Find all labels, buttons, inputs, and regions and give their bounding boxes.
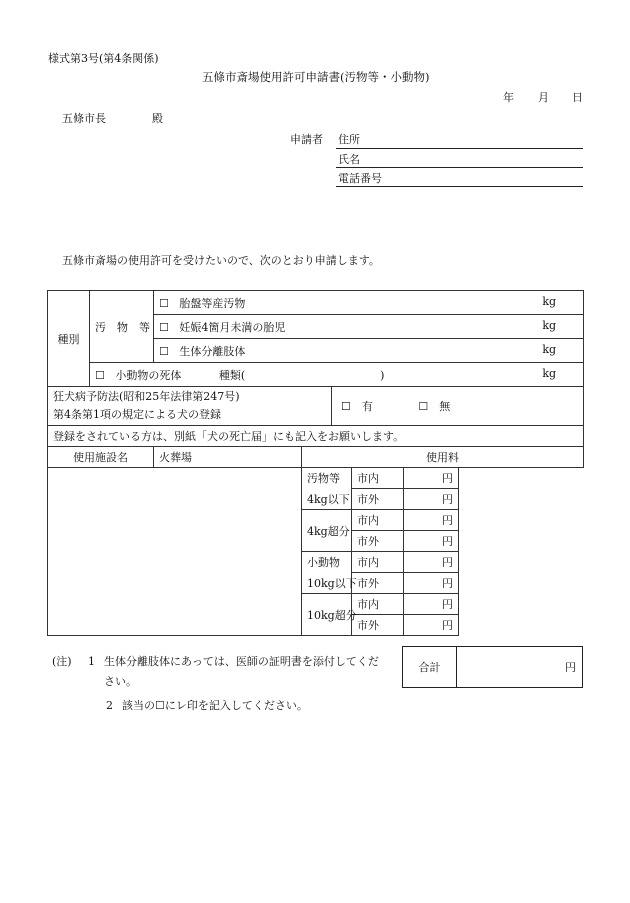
category-item-fetus[interactable] bbox=[154, 315, 584, 339]
applicant-label: 申請者 bbox=[290, 133, 323, 146]
note-text-line1: 生体分離肢体にあっては、医師の証明書を添付してくだ bbox=[104, 655, 379, 668]
checkbox-icon[interactable]: ☐ bbox=[159, 344, 169, 358]
facility-blank-area bbox=[48, 468, 302, 636]
category-item-small-animal[interactable] bbox=[90, 363, 584, 387]
fee-group-filth: 汚物等 bbox=[302, 468, 352, 489]
small-animal-label: 小動物の死体 bbox=[115, 368, 182, 382]
applicant-phone-label: 電話番号 bbox=[338, 172, 382, 185]
yen-label: 円 bbox=[442, 535, 453, 548]
fee-loc: 市外 bbox=[352, 531, 404, 552]
category-item-label: 胎盤等産汚物 bbox=[179, 296, 246, 310]
unit-kg: kg bbox=[542, 366, 557, 380]
facility-label: 使用施設名 bbox=[48, 447, 154, 468]
applicant-phone-field[interactable] bbox=[336, 186, 583, 187]
fee-loc: 市外 bbox=[352, 573, 404, 594]
page-title: 五條市斎場使用許可申請書(汚物等・小動物) bbox=[202, 70, 430, 84]
kind-close: ) bbox=[380, 368, 385, 382]
honorific: 殿 bbox=[152, 112, 163, 125]
checkbox-icon[interactable]: ☐ bbox=[159, 320, 169, 334]
fee-size: 4kg超分 bbox=[302, 510, 352, 552]
category-item-label: 妊娠4箇月未満の胎児 bbox=[179, 320, 286, 334]
fee-loc: 市内 bbox=[352, 510, 404, 531]
filth-label: 汚 物 等 bbox=[90, 291, 154, 363]
note-number: 1 bbox=[88, 655, 95, 668]
unit-kg: kg bbox=[542, 294, 557, 308]
note-number: 2 bbox=[106, 699, 113, 712]
notes-prefix: (注) bbox=[52, 655, 72, 668]
rabies-no-checkbox[interactable]: ☐ 無 bbox=[418, 400, 451, 413]
fee-size: 10kg以下 bbox=[302, 573, 352, 594]
unit-kg: kg bbox=[542, 318, 557, 332]
total-box bbox=[402, 646, 583, 688]
fee-loc: 市内 bbox=[352, 594, 404, 615]
fee-size: 10kg超分 bbox=[302, 594, 352, 636]
note-text: 該当の☐にレ印を記入してください。 bbox=[122, 699, 308, 712]
fee-amount[interactable] bbox=[404, 489, 459, 510]
yen-label: 円 bbox=[442, 556, 453, 569]
rabies-registration bbox=[48, 387, 332, 426]
category-label: 種別 bbox=[48, 291, 90, 387]
intro-text: 五條市斎場の使用許可を受けたいので、次のとおり申請します。 bbox=[62, 254, 380, 267]
applicant-address-field[interactable] bbox=[336, 148, 583, 149]
notes bbox=[52, 652, 402, 716]
yen-label: 円 bbox=[442, 472, 453, 485]
yen-label: 円 bbox=[442, 577, 453, 590]
fee-loc: 市外 bbox=[352, 489, 404, 510]
unit-kg: kg bbox=[542, 342, 557, 356]
rabies-options bbox=[332, 387, 584, 426]
fee-size: 4kg以下 bbox=[302, 489, 352, 510]
note-item bbox=[52, 652, 402, 692]
date-day[interactable]: 日 bbox=[572, 91, 583, 104]
category-item-placenta[interactable] bbox=[154, 291, 584, 315]
applicant-name-field[interactable] bbox=[336, 167, 583, 168]
category-item-label: 生体分離肢体 bbox=[179, 344, 246, 358]
application-form-table bbox=[47, 290, 583, 636]
checkbox-icon[interactable]: ☐ bbox=[95, 368, 105, 382]
total-amount[interactable] bbox=[457, 647, 582, 687]
facility-value: 火葬場 bbox=[154, 447, 302, 468]
total-label: 合計 bbox=[403, 647, 457, 687]
yen-label: 円 bbox=[565, 661, 576, 674]
form-number: 様式第3号(第4条関係) bbox=[48, 52, 159, 65]
fee-amount[interactable] bbox=[404, 468, 459, 489]
fee-amount[interactable] bbox=[404, 552, 459, 573]
note-item bbox=[52, 696, 402, 716]
kind-label: 種類( bbox=[218, 368, 246, 382]
fee-header: 使用料 bbox=[302, 447, 584, 468]
yen-label: 円 bbox=[442, 619, 453, 632]
fee-loc: 市内 bbox=[352, 552, 404, 573]
note-text-line2: さい。 bbox=[104, 675, 137, 688]
category-item-limb[interactable] bbox=[154, 339, 584, 363]
checkbox-icon[interactable]: ☐ bbox=[159, 296, 169, 310]
registered-note: 登録をされている方は、別紙「犬の死亡届」にも記入をお願いします。 bbox=[48, 426, 584, 447]
rabies-line1: 狂犬病予防法(昭和25年法律第247号) bbox=[53, 390, 240, 403]
yen-label: 円 bbox=[442, 514, 453, 527]
fee-loc: 市内 bbox=[352, 468, 404, 489]
note-text bbox=[104, 652, 379, 692]
addressee: 五條市長 bbox=[62, 112, 106, 125]
fee-amount[interactable] bbox=[404, 615, 459, 636]
rabies-line2: 第4条第1項の規定による犬の登録 bbox=[53, 408, 221, 421]
applicant-name-label: 氏名 bbox=[338, 153, 360, 166]
fee-loc: 市外 bbox=[352, 615, 404, 636]
date-year[interactable]: 年 bbox=[503, 91, 514, 104]
fee-amount[interactable] bbox=[404, 510, 459, 531]
fee-amount[interactable] bbox=[404, 573, 459, 594]
fee-group-small-animal: 小動物 bbox=[302, 552, 352, 573]
applicant-address-label: 住所 bbox=[338, 133, 360, 146]
fee-amount[interactable] bbox=[404, 594, 459, 615]
yen-label: 円 bbox=[442, 493, 453, 506]
date-month[interactable]: 月 bbox=[538, 91, 549, 104]
yen-label: 円 bbox=[442, 598, 453, 611]
fee-amount[interactable] bbox=[404, 531, 459, 552]
rabies-yes-checkbox[interactable]: ☐ 有 bbox=[341, 400, 373, 413]
